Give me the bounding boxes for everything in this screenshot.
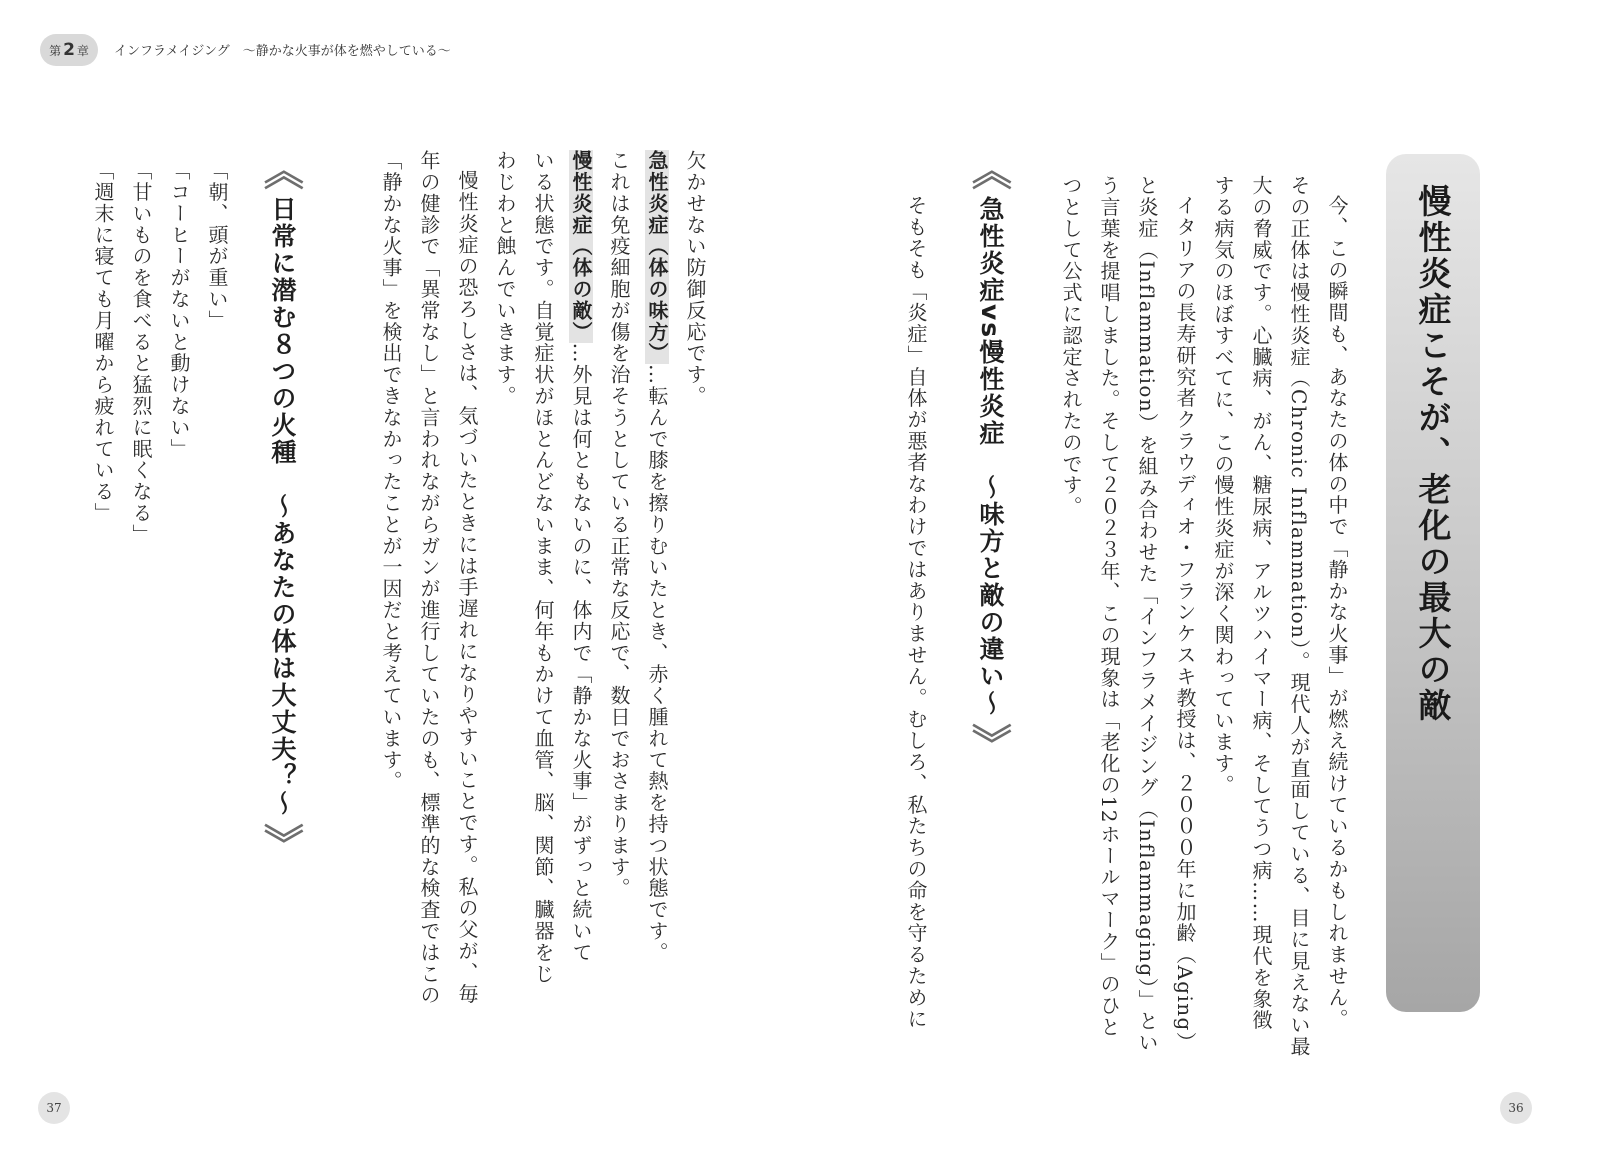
body-line: これは免疫細胞が傷を治そうとしている正常な反応で、数日でおさまります。 bbox=[607, 150, 631, 899]
close-chevron-icon: 》 bbox=[259, 823, 305, 863]
chronic-inflammation-term: 慢性炎症（体の敵） bbox=[569, 150, 593, 343]
close-chevron-icon: 》 bbox=[967, 723, 1013, 764]
subheading-eight-sparks bbox=[260, 150, 304, 863]
open-chevron-icon: 《 bbox=[967, 150, 1013, 190]
acute-inflammation-term: 急性炎症（体の味方） bbox=[645, 150, 669, 364]
chapter-suffix: 章 bbox=[76, 43, 89, 58]
section-title: 慢性炎症こそが、老化の最大の敵 bbox=[1413, 184, 1453, 724]
body-line: する病気のほぼすべてに、この慢性炎症が深く関わっています。 bbox=[1211, 175, 1235, 796]
list-item: 「甘いものを食べると猛烈に眠くなる」 bbox=[129, 160, 153, 546]
body-line: 今、この瞬間も、あなたの体の中で「静かな火事」が燃え続けているかもしれません。 bbox=[1325, 195, 1349, 1030]
right-page-body bbox=[1052, 175, 1356, 1058]
list-item: 「朝、頭が重い」 bbox=[205, 160, 229, 332]
body-line: イタリアの長寿研究者クラウディオ・フランケスキ教授は、２０００年に加齢（Aging） bbox=[1173, 195, 1197, 1054]
running-title: インフラメイジング 〜静かな火事が体を燃やしている〜 bbox=[114, 44, 451, 59]
body-line: 慢性炎症の恐ろしさは、気づいたときには手遅れになりやすいことです。私の父が、毎 bbox=[455, 170, 479, 1005]
body-line: つとして公式に認定されたのです。 bbox=[1059, 175, 1083, 518]
body-line: いる状態です。自覚症状がほとんどないまま、何年もかけて血管、脳、関節、臓器をじ bbox=[531, 150, 555, 985]
page-number-right: 36 bbox=[1500, 1092, 1532, 1124]
chapter-badge bbox=[40, 34, 98, 66]
body-line: 欠かせない防御反応です。 bbox=[683, 150, 707, 407]
chapter-prefix: 第 bbox=[49, 43, 62, 58]
body-text: …外見は何ともないのに、体内で「静かな火事」がずっと続いて bbox=[569, 342, 593, 964]
list-item: 「コーヒーがないと動けない」 bbox=[167, 160, 191, 460]
body-line: 年の健診で「異常なし」と言われながらガンが進行していたのも、標準的な検査ではこの bbox=[417, 150, 441, 1006]
right-page-closing bbox=[897, 175, 935, 1035]
body-line: 「静かな火事」を検出できなかったことが一因だと考えています。 bbox=[379, 150, 403, 792]
body-line: 大の脅威です。心臓病、がん、糖尿病、アルツハイマー病、そしてうつ病……現代を象徴 bbox=[1249, 175, 1273, 1031]
body-text: …転んで膝を擦りむいたとき、赤く腫れて熱を持つ状態です。 bbox=[645, 364, 669, 964]
page-number-left: 37 bbox=[38, 1092, 70, 1124]
body-line: そもそも「炎症」自体が悪者なわけではありません。むしろ、私たちの命を守るために bbox=[904, 195, 928, 1030]
subheading-text: 日常に潜む８つの火種 〜あなたの体は大丈夫？〜 bbox=[268, 196, 297, 817]
list-item: 「週末に寝ても月曜から疲れている」 bbox=[91, 160, 115, 524]
body-line: う言葉を提唱しました。そして２０２３年、この現象は「老化の12ホールマーク」のひと bbox=[1097, 175, 1121, 1038]
subheading-text: 急性炎症vs慢性炎症 〜味方と敵の違い〜 bbox=[976, 196, 1005, 718]
body-line: と炎症（Inflammation）を組み合わせた「インフラメイジング（Inflammaging）」とい bbox=[1135, 175, 1159, 1054]
section-title-box bbox=[1386, 154, 1480, 1012]
open-chevron-icon: 《 bbox=[259, 150, 305, 190]
body-line: わじわと蝕んでいきます。 bbox=[493, 150, 517, 407]
body-line: その正体は慢性炎症（Chronic Inflammation）。現代人が直面している、目に見えない最 bbox=[1287, 175, 1311, 1058]
symptom-list bbox=[84, 160, 236, 860]
chapter-number: 2 bbox=[63, 40, 75, 60]
subheading-acute-vs-chronic bbox=[968, 150, 1012, 763]
left-page-body bbox=[372, 150, 714, 1030]
